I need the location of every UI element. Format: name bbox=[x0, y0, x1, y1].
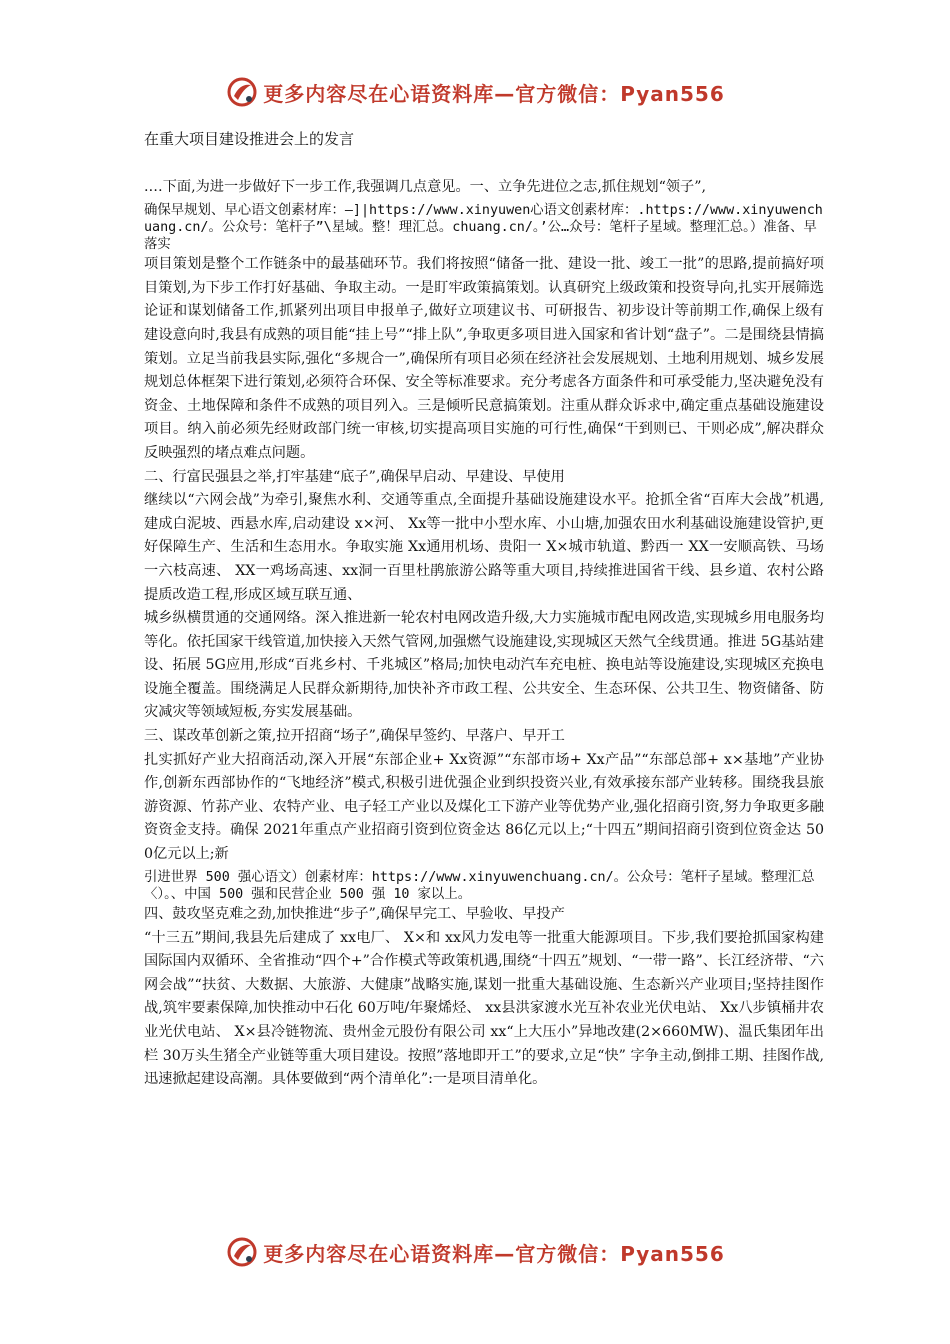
watermark-text: 更多内容尽在心语资料库—官方微信：Pyan556 bbox=[263, 1241, 725, 1266]
watermark-banner-top bbox=[0, 72, 950, 112]
section-2-paragraph-continued: 城乡纵横贯通的交通网络。深入推进新一轮农村电网改造升级,大力实施城市配电网改造,实现城乡用电服务均等化。依托国家干线管道,加快接入天然气管网,加强燃气设施建设,实现城区天然气全线贯通。推进 5G基站建设、拓展 5G应用,形成“百兆乡村、千兆城区”格局;加快电动汽车充电桩、换电站等设施建设,实现城区充换电设施全覆盖。围绕满足人民群众新期待,加快补齐市政工程、公共安全、生态环保、公共卫生、物资储备、防灾减灾等领域短板,夯实发展基础。 bbox=[144, 610, 824, 721]
document-body bbox=[144, 128, 824, 1092]
intro-mono-line: 确保早规划、早心语文创素材库：—]|https://www.xinyuwen心语文创素材库：.https://www.xinyuwenchuang.cn/。公众号：笔杆子”\星域。整！理汇总。chuang.cn/。’公…众号：笔杆子星域。整理汇总。）准备、早落实 bbox=[144, 202, 823, 252]
brush-seal-icon bbox=[225, 1235, 259, 1269]
section-3-paragraph: 扎实抓好产业大招商活动,深入开展“东部企业+ Xx资源”“东部市场+ Xx产品”“东部总部+ x×基地”产业协作,创新东西部协作的“飞地经济”模式,积极引进优强企业到织投资兴业,有效承接东部产业转移。围绕我县旅游资源、竹荪产业、农特产业、电子轻工产业以及煤化工下游产业等优势产业,强化招商引资,努力争取更多融资资金支持。确保 2021年重点产业招商引资到位资金达 86亿元以上;“十四五”期间招商引资到位资金达 500亿元以上;新 bbox=[144, 751, 824, 863]
brush-seal-icon bbox=[225, 75, 259, 109]
section-1-paragraph: 项目策划是整个工作链条中的最基础环节。我们将按照“储备一批、建设一批、竣工一批”的思路,提前搞好项目策划,为下步工作打好基础、争取主动。一是盯牢政策搞策划。认真研究上级政策和投资导向,扎实开展筛选论证和谋划储备工作,抓紧列出项目申报单子,做好立项建议书、可研报告、初步设计等前期工作,确保上级有建设意向时,我县有成熟的项目能“挂上号”“排上队”,争取更多项目进入国家和省计划“盘子”。二是围绕县情搞策划。立足当前我县实际,强化“多规合一”,确保所有项目必须在经济社会发展规划、土地利用规划、城乡发展规划总体框架下进行策划,必须符合环保、安全等标准要求。充分考虑各方面条件和可承受能力,坚决避免没有资金、土地保障和条件不成熟的项目列入。三是倾听民意搞策划。注重从群众诉求中,确定重点基础设施建设项目。纳入前必须先经财政部门统一审核,切实提高项目实施的可行性,确保“干到则已、干则必成”,解决群众反映强烈的堵点难点问题。 bbox=[144, 256, 824, 461]
section-4-paragraph: “十三五”期间,我县先后建成了 xx电厂、 X×和 xx风力发电等一批重大能源项目。下步,我们要抢抓国家构建国际国内双循环、全省推动“四个+”合作模式等政策机遇,围绕“十四五”规划、“一带一路”、长江经济带、“六网会战”“扶贫、大数据、大旅游、大健康”战略实施,谋划一批重大基础设施、生态新兴产业项目;坚持挂图作战,筑牢要素保障,加快推动中石化 60万吨/年聚烯烃、 xx县洪家渡水光互补农业光伏电站、 Xx八步镇桶井农业光伏电站、 X×县冷链物流、贵州金元股份有限公司 xx“上大压小”异地改建(2×660MW)、温氏集团年出栏 30万头生猪全产业链等重大项目建设。按照”落地即开工”的要求,立足“快” 字争主动,倒排工期、挂图作战,迅速掀起建设高潮。具体要做到“两个清单化”:一是项目清单化。 bbox=[144, 929, 824, 1088]
section-3-mono-line: 引进世界 500 强心语文）创素材库：https://www.xinyuwenchuang.cn/。公众号：笔杆子星域。整理汇总〈）。、中国 500 强和民营企业 500 强 10 家以上。 bbox=[144, 869, 815, 902]
section-3-heading: 三、谋改革创新之策,拉开招商“场子”,确保早签约、早落户、早开工 bbox=[144, 728, 565, 745]
watermark-banner-bottom bbox=[0, 1232, 950, 1272]
intro-paragraph: .…下面,为进一步做好下一步工作,我强调几点意见。一、立争先进位之志,抓住规划“领子”, bbox=[144, 179, 706, 195]
watermark-text: 更多内容尽在心语资料库—官方微信：Pyan556 bbox=[263, 81, 725, 106]
section-2-paragraph: 继续以“六网会战”为牵引,聚焦水利、交通等重点,全面提升基础设施建设水平。抢抓全省“百库大会战”机遇,建成白泥坡、西悬水库,启动建设 x×河、 Xx等一批中小型水库、小山塘,加强农田水利基础设施建设管护,更好保障生产、生活和生态用水。争取实施 Xx通用机场、贵阳一 X×城市轨道、黔西一 XX一安顺高铁、马场一六枝高速、 XX一鸡场高速、xx洞一百里杜鹃旅游公路等重大项目,持续推进国省干线、县乡道、农村公路提质改造工程,形成区域互联互通、 bbox=[144, 492, 824, 603]
section-4-heading: 四、鼓攻坚克难之劲,加快推进“步子”,确保早完工、早验收、早投产 bbox=[144, 906, 565, 923]
page-title: 在重大项目建设推进会上的发言 bbox=[144, 130, 355, 148]
section-2-heading: 二、行富民强县之举,打牢基建“底子”,确保早启动、早建设、早使用 bbox=[144, 468, 565, 485]
